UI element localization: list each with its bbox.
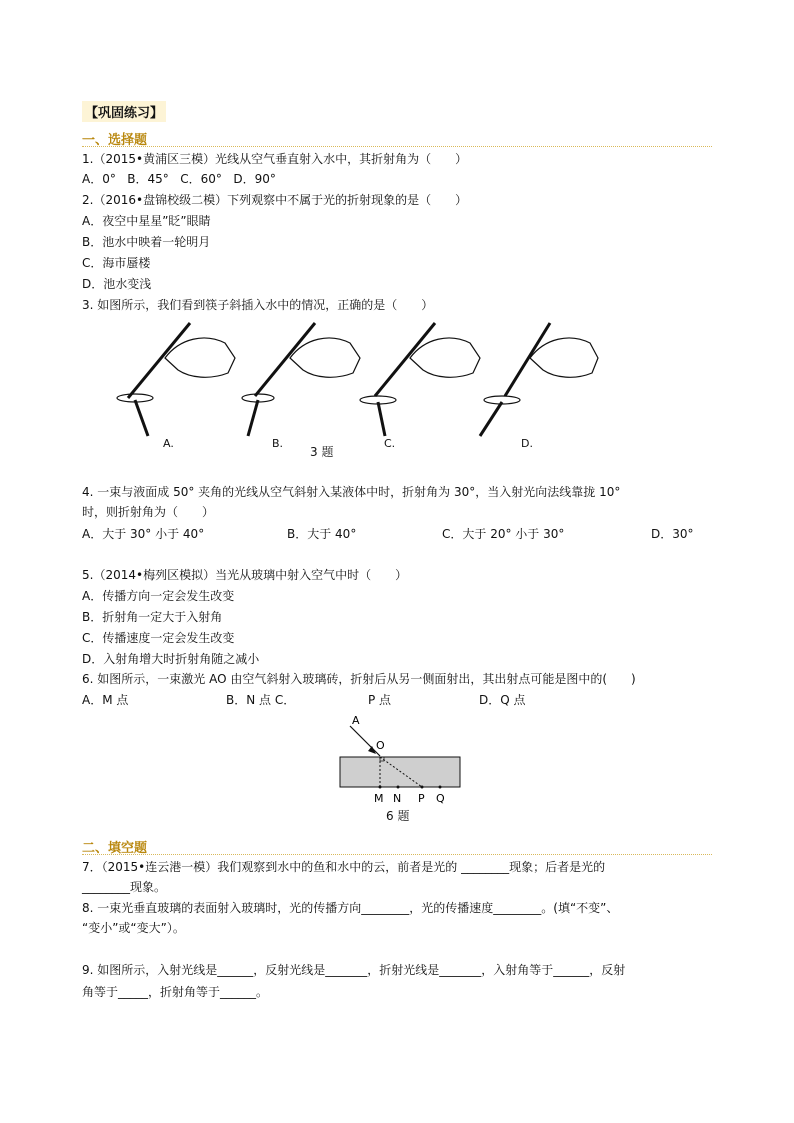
figure-c bbox=[360, 323, 480, 436]
section-fill-title: 二、填空题 bbox=[82, 841, 148, 856]
point-m-label: M bbox=[374, 792, 384, 805]
q6-option-b: B．N 点 C． bbox=[226, 693, 296, 707]
point-p-label: P bbox=[418, 792, 425, 805]
q6-figure bbox=[330, 712, 470, 807]
q5-option-a: A．传播方向一定会发生改变 bbox=[82, 589, 235, 603]
q1-options: A．0° B．45° C．60° D．90° bbox=[82, 172, 276, 186]
figure-d bbox=[480, 323, 598, 436]
q5-stem: 5.（2014•梅列区模拟）当光从玻璃中射入空气中时（ ） bbox=[82, 568, 408, 582]
q3-caption: 3 题 bbox=[310, 445, 334, 459]
point-n-label: N bbox=[393, 792, 402, 805]
q1-stem: 1.（2015•黄浦区三模）光线从空气垂直射入水中，其折射角为（ ） bbox=[82, 152, 468, 166]
q8-line2: “变小”或“变大”）。 bbox=[82, 921, 185, 935]
figure-a bbox=[117, 323, 235, 436]
q6-stem: 6. 如图所示，一束激光 AO 由空气斜射入玻璃砖，折射后从另一侧面射出，其出射点可能是图中的( ) bbox=[82, 672, 636, 686]
q2-option-d: D．池水变浅 bbox=[82, 277, 152, 291]
point-o-label: O bbox=[376, 739, 385, 752]
q3-label-a: A. bbox=[163, 437, 174, 450]
glass-brick bbox=[340, 757, 460, 787]
q5-option-b: B．折射角一定大于入射角 bbox=[82, 610, 223, 624]
practice-header: 【巩固练习】 bbox=[82, 101, 166, 122]
q3-label-b: B. bbox=[272, 437, 284, 450]
q2-option-b: B．池水中映着一轮明月 bbox=[82, 235, 211, 249]
figure-b bbox=[242, 323, 360, 436]
q3-label-d: D. bbox=[521, 437, 533, 450]
q8-line1: 8. 一束光垂直玻璃的表面射入玻璃时，光的传播方向________，光的传播速度________。(填“不变”、 bbox=[82, 901, 619, 915]
q4-option-d: D．30° bbox=[651, 527, 694, 541]
q6-caption: 6 题 bbox=[386, 809, 410, 823]
q4-option-c: C．大于 20° 小于 30° bbox=[442, 527, 565, 541]
q9-line2: 角等于_____，折射角等于______。 bbox=[82, 985, 269, 999]
point-a-label: A bbox=[352, 714, 360, 727]
q5-option-c: C．传播速度一定会发生改变 bbox=[82, 631, 235, 645]
q7-line1: 7．（2015•连云港一模）我们观察到水中的鱼和水中的云，前者是光的 ________现象；后者是光的 bbox=[82, 860, 606, 874]
section-divider bbox=[82, 854, 712, 855]
q2-option-a: A．夜空中星星”眨”眼睛 bbox=[82, 214, 211, 228]
q4-option-a: A．大于 30° 小于 40° bbox=[82, 527, 205, 541]
q3-stem: 3. 如图所示，我们看到筷子斜插入水中的情况，正确的是（ ） bbox=[82, 298, 434, 312]
q4-stem-line1: 4. 一束与液面成 50° 夹角的光线从空气斜射入某液体中时，折射角为 30°，当入射光向法线靠拢 10° bbox=[82, 485, 621, 499]
q6-option-a: A．M 点 bbox=[82, 693, 129, 707]
q9-line1: 9. 如图所示，入射光线是______，反射光线是_______，折射光线是_______，入射角等于______，反射 bbox=[82, 963, 626, 977]
section-choice-title: 一、选择题 bbox=[82, 133, 148, 148]
q2-option-c: C．海市蜃楼 bbox=[82, 256, 151, 270]
section-divider bbox=[82, 146, 712, 147]
q3-label-c: C. bbox=[384, 437, 396, 450]
q3-figure bbox=[110, 318, 600, 453]
q6-option-c: P 点 bbox=[368, 693, 392, 707]
point-q-label: Q bbox=[436, 792, 445, 805]
q6-option-d: D．Q 点 bbox=[479, 693, 526, 707]
q4-stem-line2: 时，则折射角为（ ） bbox=[82, 505, 215, 519]
q2-stem: 2.（2016•盘锦校级二模）下列观察中不属于光的折射现象的是（ ） bbox=[82, 193, 468, 207]
q7-line2: ________现象。 bbox=[82, 880, 167, 894]
q4-option-b: B．大于 40° bbox=[287, 527, 357, 541]
q5-option-d: D．入射角增大时折射角随之减小 bbox=[82, 652, 260, 666]
